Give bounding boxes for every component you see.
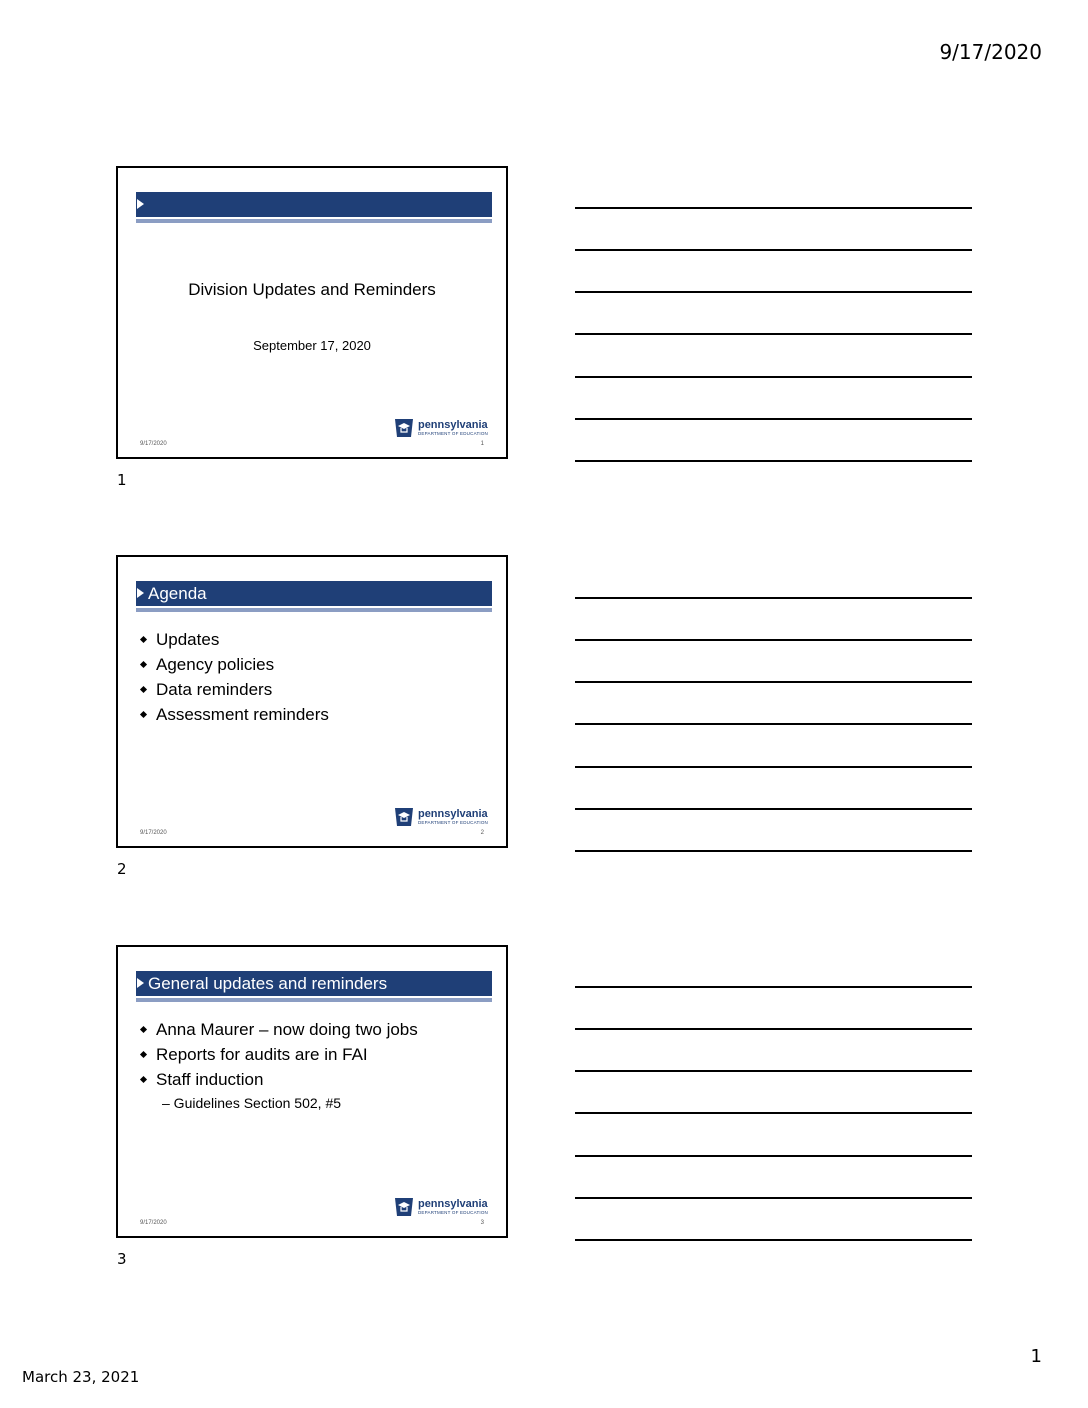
logo-subtitle: DEPARTMENT OF EDUCATION: [417, 1209, 488, 1215]
slide-thumbnail-2[interactable]: [116, 555, 508, 848]
slide-thumbnail-1[interactable]: [116, 166, 508, 459]
note-line: [575, 850, 972, 852]
slide-subband: [136, 608, 492, 612]
slide-index-1: 1: [117, 471, 127, 489]
bullet-icon: [140, 636, 147, 643]
slide-number: 2: [480, 830, 484, 836]
bullet-icon: [140, 711, 147, 718]
note-line: [575, 291, 972, 293]
page-number: 1: [1030, 1346, 1042, 1367]
logo-name: pennsylvania: [417, 807, 488, 820]
bullet-item: Anna Maurer – now doing two jobs: [138, 1017, 418, 1042]
note-line: [575, 1155, 972, 1157]
note-line: [575, 1070, 972, 1072]
sub-bullet-item: – Guidelines Section 502, #5: [162, 1095, 342, 1111]
note-line: [575, 207, 972, 209]
slide-title-band: [136, 192, 492, 217]
note-line: [575, 333, 972, 335]
bullet-icon: [140, 661, 147, 668]
slide-title-band: [136, 971, 492, 996]
slide-title: Division Updates and Reminders: [188, 280, 436, 299]
arrow-icon: [137, 588, 144, 598]
slide-footer-date: 9/17/2020: [140, 441, 167, 447]
bullet-icon: [140, 1026, 147, 1033]
bullet-item: Staff induction: [138, 1067, 418, 1092]
pennsylvania-logo: [393, 417, 488, 439]
print-date: March 23, 2021: [22, 1368, 140, 1386]
slide-subband: [136, 998, 492, 1002]
note-line: [575, 766, 972, 768]
arrow-icon: [137, 978, 144, 988]
pennsylvania-logo: [393, 1196, 488, 1218]
logo-subtitle: DEPARTMENT OF EDUCATION: [417, 430, 488, 436]
bullet-list: [138, 627, 329, 727]
logo-subtitle: DEPARTMENT OF EDUCATION: [417, 819, 488, 825]
slide-number: 3: [480, 1220, 484, 1226]
slide-date: September 17, 2020: [253, 338, 371, 353]
keystone-icon: [393, 806, 415, 828]
bullet-icon: [140, 686, 147, 693]
keystone-icon: [393, 417, 415, 439]
note-line: [575, 681, 972, 683]
slide-number: 1: [480, 441, 484, 447]
note-line: [575, 723, 972, 725]
slide-heading: Agenda: [148, 584, 207, 603]
bullet-item: Data reminders: [138, 677, 329, 702]
slide-footer-date: 9/17/2020: [140, 830, 167, 836]
note-line: [575, 1028, 972, 1030]
note-line: [575, 1239, 972, 1241]
note-line: [575, 597, 972, 599]
keystone-icon: [393, 1196, 415, 1218]
note-line: [575, 376, 972, 378]
note-line: [575, 1112, 972, 1114]
bullet-item: Updates: [138, 627, 329, 652]
arrow-icon: [137, 199, 144, 209]
bullet-item: Reports for audits are in FAI: [138, 1042, 418, 1067]
page-date: 9/17/2020: [939, 40, 1042, 64]
bullet-item: Agency policies: [138, 652, 329, 677]
bullet-icon: [140, 1076, 147, 1083]
pennsylvania-logo: [393, 806, 488, 828]
slide-index-2: 2: [117, 860, 127, 878]
slide-subband: [136, 219, 492, 223]
slide-heading: General updates and reminders: [148, 974, 388, 993]
slide-thumbnail-3[interactable]: [116, 945, 508, 1238]
slide-index-3: 3: [117, 1250, 127, 1268]
note-line: [575, 249, 972, 251]
logo-name: pennsylvania: [417, 418, 488, 431]
bullet-item: Assessment reminders: [138, 702, 329, 727]
bullet-icon: [140, 1051, 147, 1058]
slide-title-band: [136, 581, 492, 606]
note-line: [575, 460, 972, 462]
note-line: [575, 639, 972, 641]
note-line: [575, 418, 972, 420]
note-line: [575, 808, 972, 810]
bullet-list: [138, 1017, 418, 1114]
note-line: [575, 986, 972, 988]
slide-footer-date: 9/17/2020: [140, 1220, 167, 1226]
note-line: [575, 1197, 972, 1199]
logo-name: pennsylvania: [417, 1197, 488, 1210]
